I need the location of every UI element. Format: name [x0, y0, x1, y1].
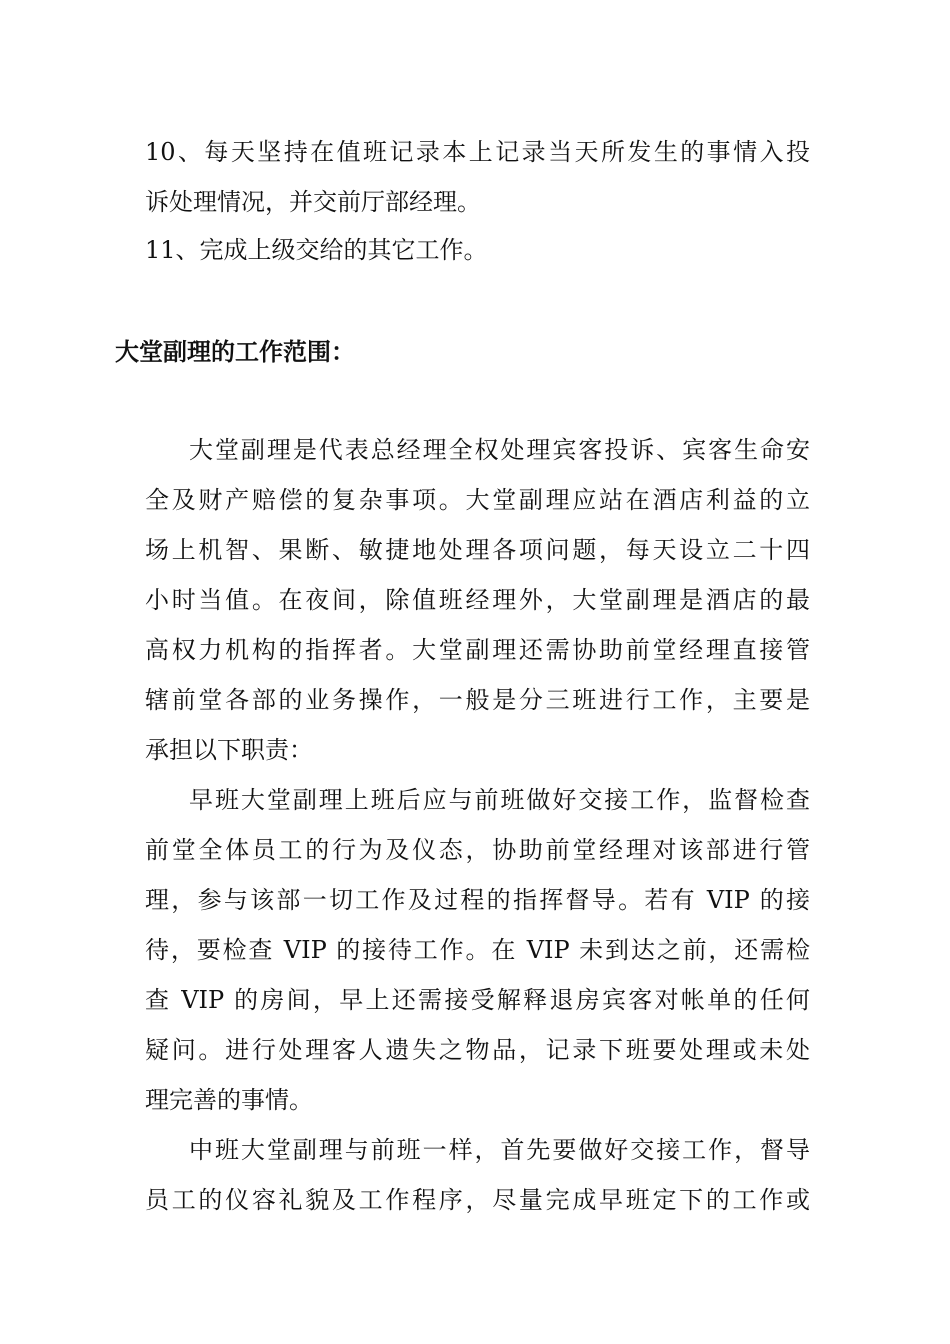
list-item-10-line-2: 诉处理情况，并交前厅部经理。 [145, 188, 481, 216]
paragraph-3-line-2: 员工的仪容礼貌及工作程序，尽量完成早班定下的工作或 [145, 1186, 810, 1214]
paragraph-1-line-6: 辖前堂各部的业务操作，一般是分三班进行工作，主要是 [145, 686, 810, 714]
paragraph-1-line-1: 大堂副理是代表总经理全权处理宾客投诉、宾客生命安 [189, 436, 810, 464]
paragraph-1-line-5: 高权力机构的指挥者。大堂副理还需协助前堂经理直接管 [145, 636, 810, 664]
paragraph-2-line-5: 查 VIP 的房间，早上还需接受解释退房宾客对帐单的任何 [145, 986, 810, 1014]
section-heading: 大堂副理的工作范围： [115, 338, 355, 366]
paragraph-2-line-6: 疑问。进行处理客人遗失之物品，记录下班要处理或未处 [145, 1036, 810, 1064]
list-item-11-line-1: 11、完成上级交给的其它工作。 [145, 236, 488, 264]
paragraph-2-line-3: 理，参与该部一切工作及过程的指挥督导。若有 VIP 的接 [145, 886, 810, 914]
paragraph-1-line-7: 承担以下职责： [145, 736, 313, 764]
paragraph-2-line-2: 前堂全体员工的行为及仪态，协助前堂经理对该部进行管 [145, 836, 810, 864]
list-item-10-line-1: 10、每天坚持在值班记录本上记录当天所发生的事情入投 [145, 138, 810, 166]
paragraph-1-line-3: 场上机智、果断、敏捷地处理各项问题，每天设立二十四 [145, 536, 810, 564]
paragraph-2-line-4: 待，要检查 VIP 的接待工作。在 VIP 未到达之前，还需检 [145, 936, 810, 964]
paragraph-3-line-1: 中班大堂副理与前班一样，首先要做好交接工作，督导 [189, 1136, 810, 1164]
paragraph-2-line-7: 理完善的事情。 [145, 1086, 313, 1114]
paragraph-2-line-1: 早班大堂副理上班后应与前班做好交接工作，监督检查 [189, 786, 810, 814]
paragraph-1-line-4: 小时当值。在夜间，除值班经理外，大堂副理是酒店的最 [145, 586, 810, 614]
paragraph-1-line-2: 全及财产赔偿的复杂事项。大堂副理应站在酒店利益的立 [145, 486, 810, 514]
